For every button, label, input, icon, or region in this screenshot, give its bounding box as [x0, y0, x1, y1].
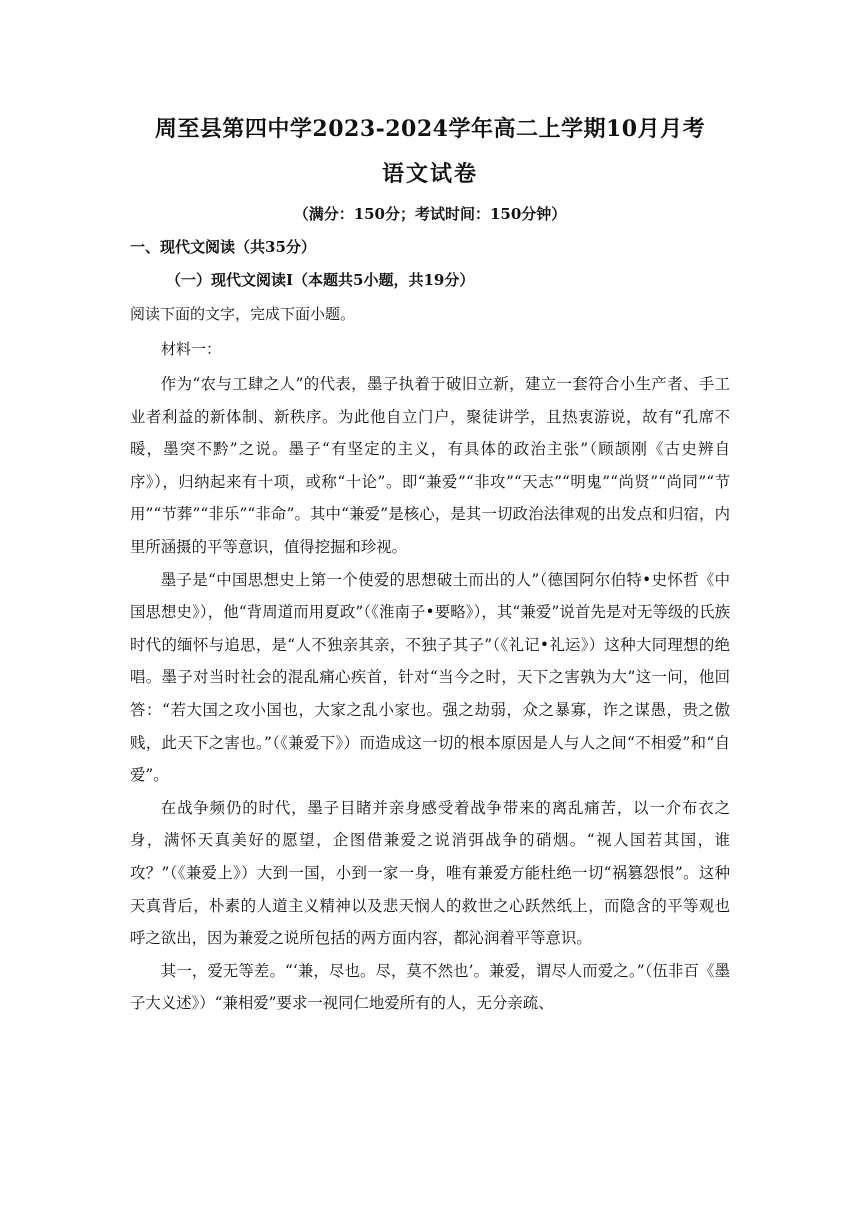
paragraph-1: 作为“农与工肆之人”的代表，墨子执着于破旧立新，建立一套符合小生产者、手工业者利益的新体制、新秩序。为此他自立门户，聚徒讲学，且热衷游说，故有“孔席不暖，墨突不黔”之说。墨子“有坚定的主义，有具体的政治主张”（顾颉刚《古史辨自序》），归纳起来有十项，或称“十论”。即“兼爱”“非攻”“天志”“明鬼”“尚贤”“尚同”“节用”“节葬”“非乐”“非命”。其中“兼爱”是核心，是其一切政治法律观的出发点和归宿，内里所涵摄的平等意识，值得挖掘和珍视。 — [130, 375, 730, 556]
subsection-heading: （一）现代文阅读Ⅰ（本题共5小题，共19分） — [166, 271, 475, 289]
material-label: 材料一： — [161, 340, 222, 358]
paragraph-4: 其一，爱无等差。“‘兼，尽也。尽，莫不然也’。兼爱，谓尽人而爱之。”（伍非百《墨子大义述》）“兼相爱”要求一视同仁地爱所有的人，无分亲疏、 — [130, 961, 730, 1013]
passage-body — [130, 368, 730, 1020]
paragraph-3: 在战争频仍的时代，墨子目睹并亲身感受着战争带来的离乱痛苦，以一介布衣之身，满怀天真美好的愿望，企图借兼爱之说消弭战争的硝烟。“视人国若其国，谁攻？”（《兼爱上》）大到一国，小到一家一身，唯有兼爱方能杜绝一切“祸篡怨恨”。这种天真背后，朴素的人道主义精神以及悲天悯人的救世之心跃然纸上，而隐含的平等观也呼之欲出，因为兼爱之说所包括的两方面内容，都沁润着平等意识。 — [130, 798, 730, 948]
paragraph-2: 墨子是“中国思想史上第一个使爱的思想破土而出的人”（德国阿尔伯特•史怀哲《中国思想史》），他“背周道而用夏政”（《淮南子•要略》），其“兼爱”说首先是对无等级的氏族时代的缅怀与追思，是“人不独亲其亲，不独子其子”（《礼记•礼运》）这种大同理想的绝唱。墨子对当时社会的混乱痛心疾首，针对“当今之时，天下之害孰为大”这一问，他回答：“若大国之攻小国也，大家之乱小家也。强之劫弱，众之暴寡，诈之谋愚，贵之傲贱，此天下之害也。”（《兼爱下》）而造成这一切的根本原因是人与人之间“不相爱”和“自爱”。 — [130, 570, 730, 785]
exam-title: 周至县第四中学2023-2024学年高二上学期10月月考 — [154, 116, 706, 142]
exam-info: （满分：150分；考试时间：150分钟） — [293, 205, 567, 223]
section-heading: 一、现代文阅读（共35分） — [130, 238, 316, 256]
reading-instruction: 阅读下面的文字，完成下面小题。 — [130, 305, 356, 323]
exam-subject: 语文试卷 — [381, 161, 478, 187]
